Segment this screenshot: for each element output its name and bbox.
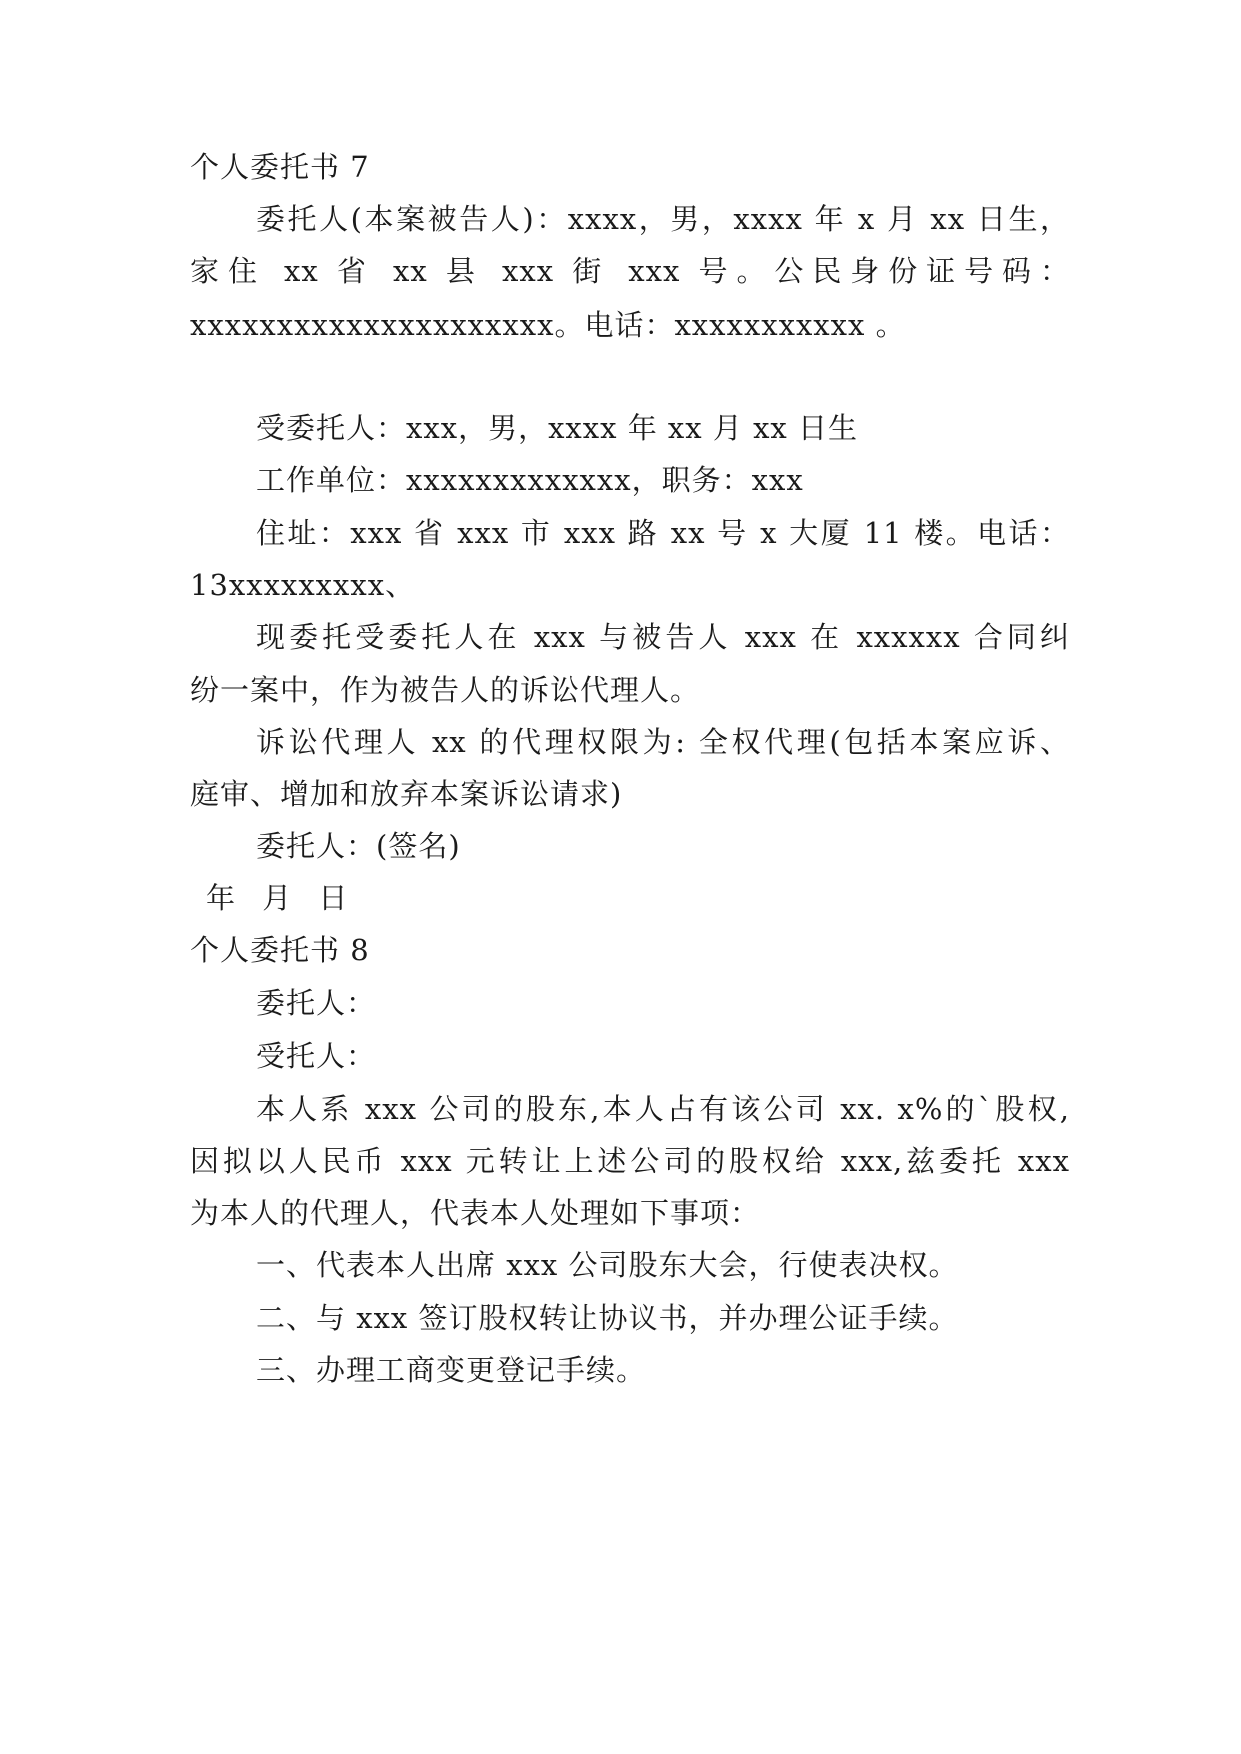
doc8-agent: 受托人：	[256, 1039, 377, 1073]
doc7-scope-line2: 庭审、增加和放弃本案诉讼请求)	[190, 777, 623, 811]
doc7-scope-line1: 诉讼代理人 xx 的代理权限为: 全权代理(包括本案应诉、	[256, 725, 1070, 759]
doc7-workplace: 工作单位：xxxxxxxxxxxxx，职务：xxx	[256, 463, 804, 497]
doc7-address-line1: 住址：xxx 省 xxx 市 xxx 路 xx 号 x 大厦 11 楼。电话：	[256, 516, 1070, 550]
doc7-entrust-line1: 现委托受委托人在 xxx 与被告人 xxx 在 xxxxxx 合同纠	[256, 620, 1070, 654]
doc7-principal-line3: xxxxxxxxxxxxxxxxxxxxx。电话：xxxxxxxxxxx 。	[190, 308, 906, 342]
doc8-body-line2: 因拟以人民币 xxx 元转让上述公司的股权给 xxx,兹委托 xxx	[190, 1144, 1070, 1178]
doc7-agent: 受委托人：xxx，男，xxxx 年 xx 月 xx 日生	[256, 411, 858, 445]
doc7-signature: 委托人：(签名)	[256, 829, 461, 863]
doc8-body-line3: 为本人的代理人，代表本人处理如下事项：	[190, 1196, 761, 1230]
doc7-principal-line2: 家住 xx 省 xx 县 xxx 街 xxx 号。公民身份证号码：	[190, 254, 1070, 288]
doc8-item1: 一、代表本人出席 xxx 公司股东大会，行使表决权。	[256, 1248, 959, 1282]
doc7-entrust-line2: 纷一案中，作为被告人的诉讼代理人。	[190, 673, 701, 707]
doc7-date: 年 月 日	[206, 881, 349, 915]
doc7-principal-line1: 委托人(本案被告人)：xxxx，男，xxxx 年 x 月 xx 日生，	[256, 202, 1070, 236]
doc8-title: 个人委托书 8	[190, 933, 370, 967]
doc8-principal: 委托人：	[256, 986, 377, 1020]
doc8-item2: 二、与 xxx 签订股权转让协议书，并办理公证手续。	[256, 1301, 959, 1335]
doc8-item3: 三、办理工商变更登记手续。	[256, 1353, 647, 1387]
doc7-address-line2: 13xxxxxxxxx、	[190, 568, 416, 602]
doc7-title: 个人委托书 7	[190, 150, 370, 184]
doc8-body-line1: 本人系 xxx 公司的股东,本人占有该公司 xx. x%的`股权,	[256, 1092, 1070, 1126]
